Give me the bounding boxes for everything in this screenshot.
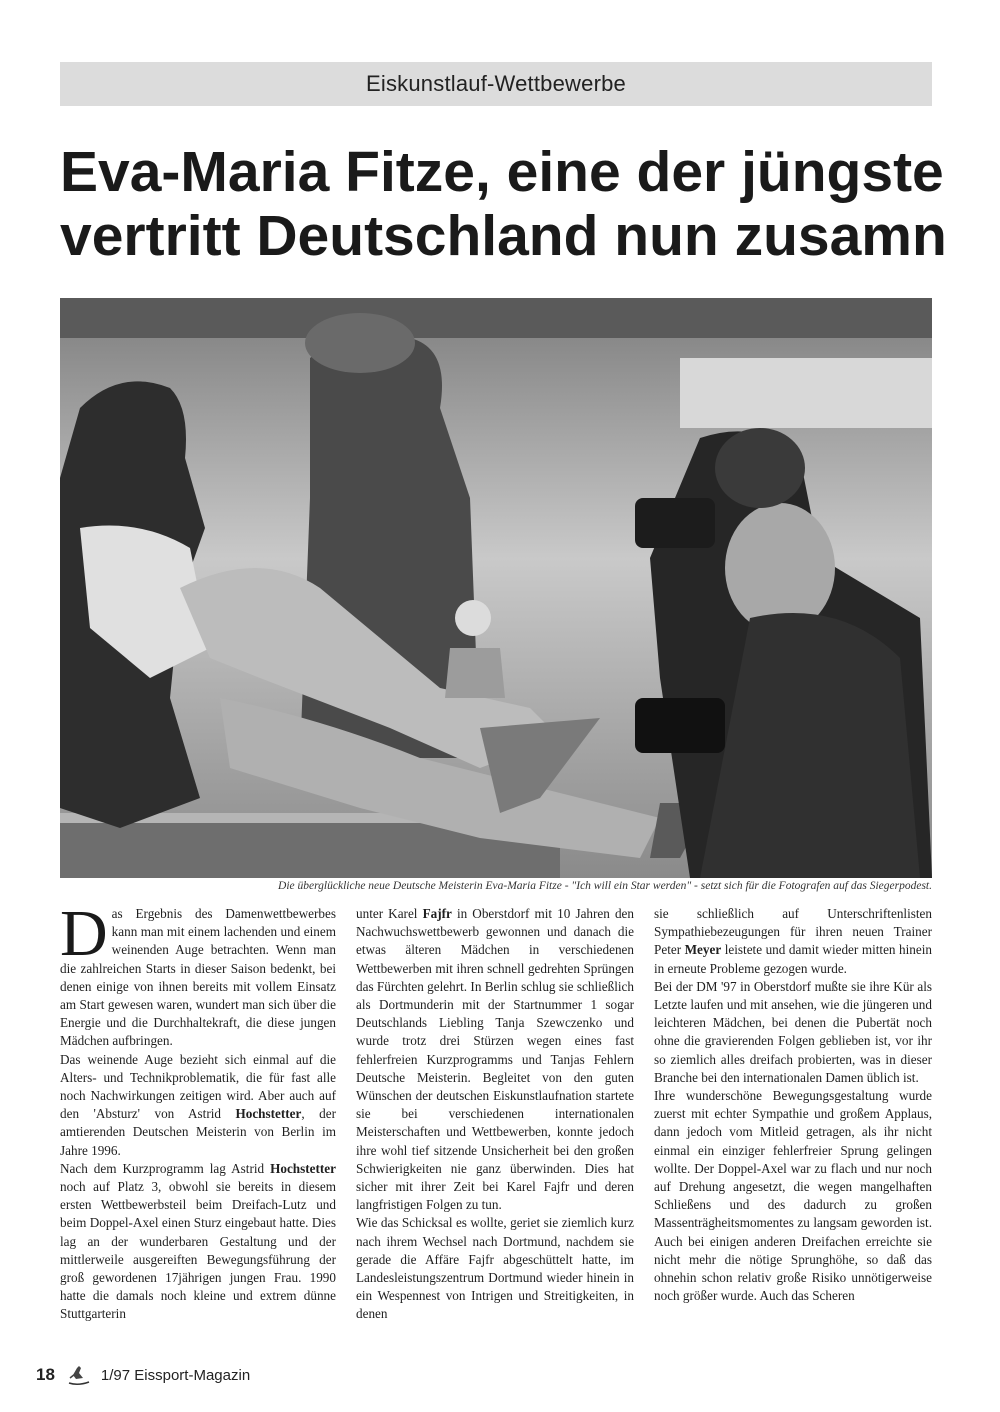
name-fajfr: Fajfr [422,906,452,921]
paragraph: Nach dem Kurzprogramm lag Astrid Hochstetter noch auf Platz 3, obwohl sie bereits in diesem ersten Wettbewerbsteil beim Dreifach-Lutz und beim Doppel-Axel einen Sturz eingebaut hatte. Dies lag an der wunderbaren Gestaltung und der mittlerweile ausgereiften Bewegungsführung der groß gewordenen 17jährigen jungen Frau. 1990 hatte die damals noch kleine und extrem dünne Stuttgarterin [60,1160,336,1322]
headline-line-1: Eva-Maria Fitze, eine der jüngste [60,140,944,204]
article-column-3 [654,905,932,1305]
paragraph: unter Karel Fajfr in Oberstdorf mit 10 Jahren den Nachwuchswettbewerb gewonnen und danach die etwas älteren Mädchen in verschiedenen Wettbewerben mit ihren schnell gedrehten Sprüngen das Fürchten gelehrt. In Berlin schlug sie schließlich als Dortmunderin mit der Startnummer 1 sogar Deutschlands Liebling Tanja Szewczenko und wurde trotz drei Stürzen wegen eines fast fehlerfreien Kurzprogramms und Tanjas Fehlern Deutsche Meisterin. Begleitet von den guten Wünschen der deutschen Eiskunstlaufnation startete sie bei verschiedenen internationalen Meisterschaften und Wettbewerben, konnte jedoch ihre wohl tief sitzende Unsicherheit bei den großen Schwierigkeiten nie ganz überwinden. Dies hat sicher mit ihrer Zeit bei Karel Fajfr und deren langfristigen Folgen zu tun. [356,906,634,1213]
drop-cap: D [60,897,108,970]
paragraph: Ihre wunderschöne Bewegungsgestaltung wurde zuerst mit echter Sympathie und großem Applaus, dann jedoch vom Mitleid getragen, als ihr nicht einmal ein einziger fehlerfreier Sprung gelingen wollte. Der Doppel-Axel war zu flach und nur noch auf Drehung angesetzt, die wegen mangelhaften Schließens und des dadurch zu großen Massenträgheitsmomentes zu langsam geworden ist. Auch bei einigen anderen Dreifachen erreichte sie nicht mehr die nötige Sprunghöhe, so daß das ohnehin schon relativ große Risiko unnötigerweise noch größer wurde. Auch das Scheren [654,1088,932,1304]
photo-caption: Die überglückliche neue Deutsche Meisterin Eva-Maria Fitze - "Ich will ein Star werden" - setzt sich für die Fotografen auf das Siegerpodest. [278,880,932,892]
article-headline [60,140,1000,268]
page-number: 18 [36,1365,55,1384]
paragraph: sie schließlich auf Unterschriftenlisten Sympathiebezeugungen für ihren neuen Trainer Peter Meyer leistete und damit wieder mitten hinein in erneute Probleme gezogen wurde. [654,906,932,976]
section-title: Eiskunstlauf-Wettbewerbe [366,71,626,96]
page-footer [36,1364,250,1386]
section-header [60,62,932,106]
article-column-1 [60,897,336,1324]
article-column-2 [356,905,634,1324]
photo-skater-with-photographers [60,298,932,878]
name-hochstetter: Hochstetter [270,1160,336,1176]
paragraph: Das Ergebnis des Damenwettbewerbes kann man mit einem lachenden und einem weinenden Auge betrachten. Wenn man die zahlreichen Starts in dieser Saison bedenkt, bei denen einige von ihnen bereits mit vollem Einsatz am Start gewesen waren, wundert man sich über die Energie und die Durchhaltekraft, die diese jungen Mädchen aufbringen. [60,897,336,1049]
headline-line-2: vertritt Deutschland nun zusamn [60,204,947,268]
name-meyer: Meyer [684,942,722,958]
article-photo [60,298,932,878]
paragraph: Das weinende Auge bezieht sich einmal auf die Alters- und Technikproblematik, die für fast alle noch Nachwirkungen zeitigen wird. Aber auch auf den 'Absturz' von Astrid Hochstetter, der amtierenden Deutschen Meisterin von Berlin im Jahre 1996. [60,1051,336,1158]
paragraph: Wie das Schicksal es wollte, geriet sie ziemlich kurz nach ihrem Wechsel nach Dortmund, nachdem sie gerade die Affäre Fajfr abgeschüttelt hatte, im Landesleistungszentrum Dortmund wieder hinein in ein Wespennest von Intrigen und Streitigkeiten, in denen [356,1215,634,1322]
skater-logo-icon [65,1364,91,1386]
name-hochstetter: Hochstetter [235,1106,302,1122]
issue-label: 1/97 Eissport-Magazin [100,1366,251,1384]
paragraph: Bei der DM '97 in Oberstdorf mußte sie ihre Kür als Letzte laufen und mit ansehen, wie die jüngeren und leichteren Mädchen, bei denen die Pubertät noch ohne die gravierenden Folgen geblieben ist, vor ihr so ziemlich alles dreifach probierten, was in dieser Branche bei den internationalen Damen üblich ist. [654,978,932,1085]
